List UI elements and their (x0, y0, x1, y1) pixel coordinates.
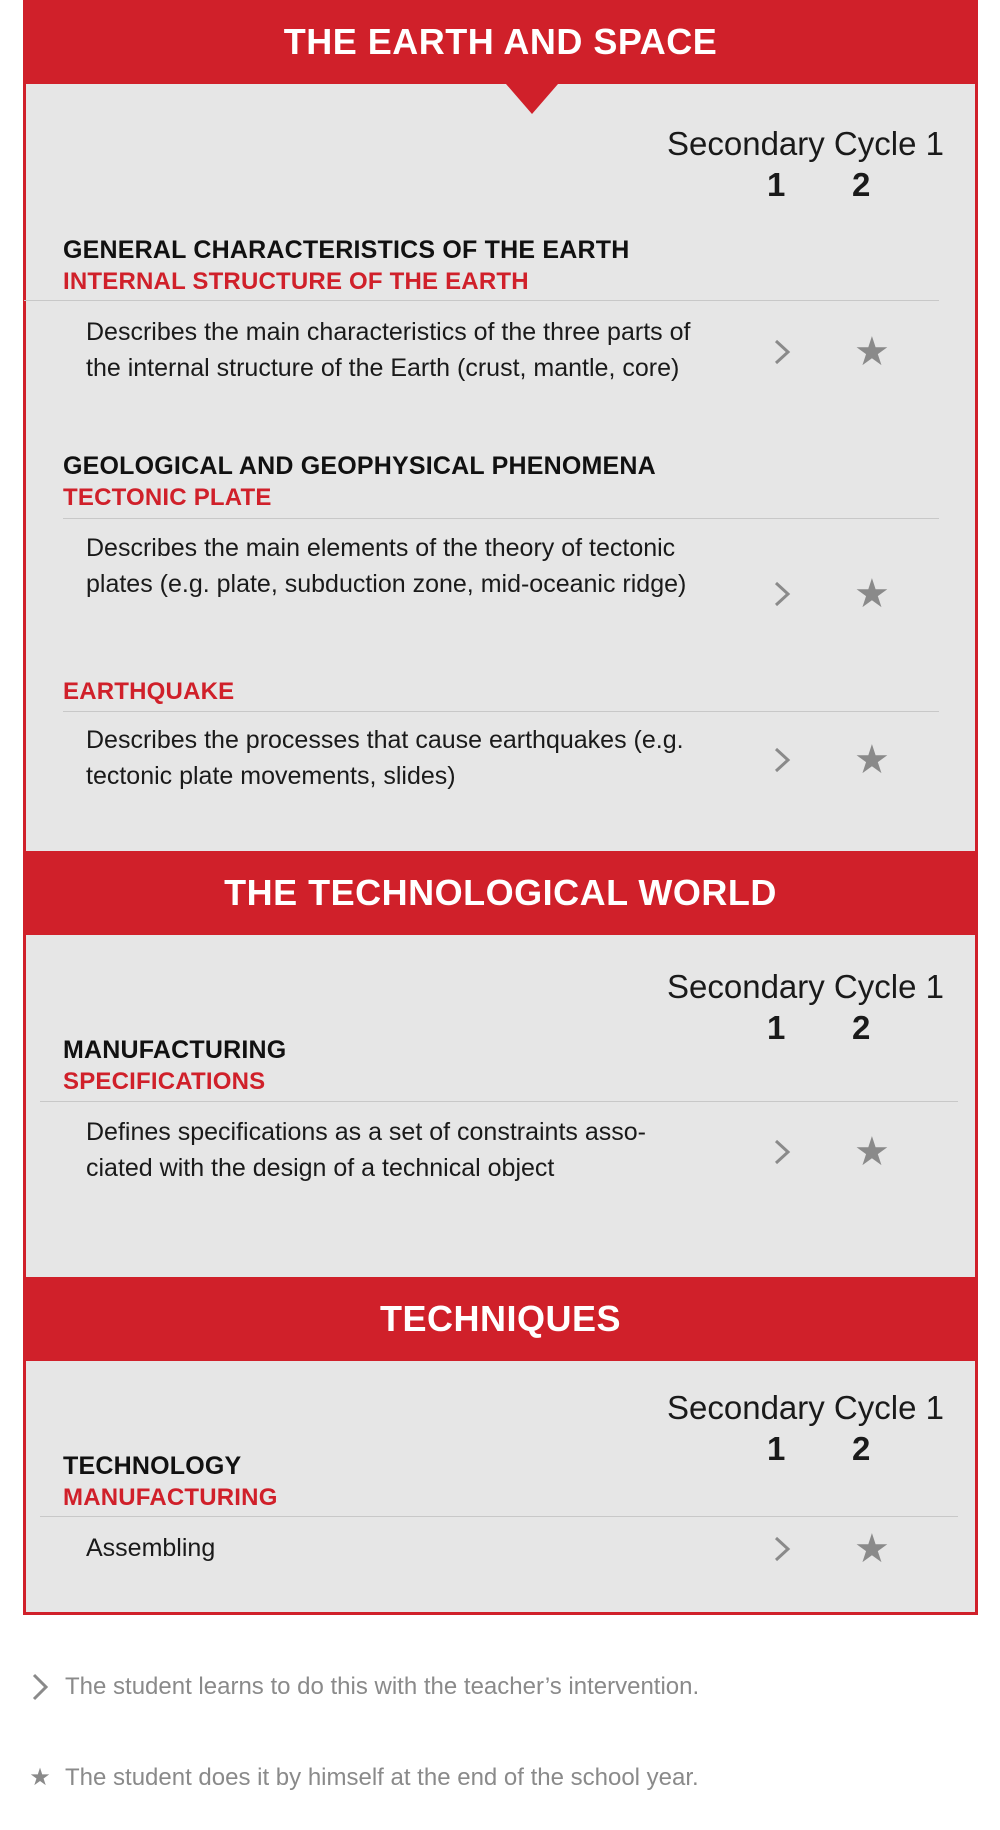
cycle-col-1: 1 (767, 1430, 786, 1467)
section-title: THE EARTH AND SPACE (283, 21, 718, 62)
chevron-right-icon (767, 579, 797, 609)
divider (24, 300, 939, 301)
divider (63, 518, 939, 519)
cycle-col-2: 2 (852, 1009, 871, 1046)
chevron-right-icon (767, 1534, 797, 1564)
cycle-col-2: 2 (852, 166, 871, 203)
item-description: Describes the processes that cause earthquakes (e.g. tectonic plate movements, slides) (86, 726, 684, 790)
header-pointer (506, 84, 558, 114)
item-description: Describes the main characteristics of the three parts of the internal structure of the Earth (crust, mantle, core) (86, 318, 691, 382)
subcategory-heading: MANUFACTURING (63, 1484, 278, 1511)
divider (40, 1516, 958, 1517)
cycle-heading: Secondary Cycle 1 (667, 1389, 944, 1426)
item-description: Describes the main elements of the theory of tectonic plates (e.g. plate, subduction zone, mid-oceanic ridge) (86, 534, 687, 598)
star-icon: ★ (854, 1130, 890, 1174)
cycle-col-2: 2 (852, 1430, 871, 1467)
category-heading: GENERAL CHARACTERISTICS OF THE EARTH (63, 236, 630, 264)
legend-text: The student does it by himself at the end of the school year. (65, 1763, 699, 1791)
chevron-right-icon (767, 1137, 797, 1167)
cycle-col-1: 1 (767, 1009, 786, 1046)
star-icon: ★ (854, 572, 890, 616)
cycle-heading: Secondary Cycle 1 (667, 125, 944, 162)
cycle-heading: Secondary Cycle 1 (667, 968, 944, 1005)
item-description: Defines specifications as a set of constraints associated with the design of a technical object (86, 1118, 646, 1182)
subcategory-heading: INTERNAL STRUCTURE OF THE EARTH (63, 268, 529, 295)
star-icon: ★ (854, 738, 890, 782)
item-description: Assembling (86, 1534, 216, 1562)
section-header-techniques (26, 1277, 975, 1361)
section-header-earth-space (26, 0, 975, 84)
category-heading: TECHNOLOGY (63, 1452, 242, 1480)
star-icon: ★ (854, 330, 890, 374)
subcategory-heading: EARTHQUAKE (63, 678, 235, 705)
legend-item (25, 1672, 699, 1702)
competency-table (23, 0, 978, 1615)
chevron-right-icon (767, 745, 797, 775)
subcategory-heading: TECTONIC PLATE (63, 484, 272, 511)
category-heading: GEOLOGICAL AND GEOPHYSICAL PHENOMENA (63, 452, 656, 480)
legend-text: The student learns to do this with the teacher’s intervention. (65, 1673, 700, 1700)
section-header-technological-world (26, 851, 975, 935)
subcategory-heading: SPECIFICATIONS (63, 1068, 266, 1095)
chevron-right-icon (767, 337, 797, 367)
section-title: TECHNIQUES (379, 1298, 622, 1339)
star-icon: ★ (29, 1764, 51, 1791)
divider (40, 1101, 958, 1102)
category-heading: MANUFACTURING (63, 1036, 287, 1064)
chevron-right-icon (25, 1672, 55, 1702)
divider (63, 711, 939, 712)
star-icon: ★ (854, 1527, 890, 1571)
legend-item (25, 1763, 699, 1792)
section-title: THE TECHNOLOGICAL WORLD (224, 872, 777, 913)
cycle-col-1: 1 (767, 166, 786, 203)
